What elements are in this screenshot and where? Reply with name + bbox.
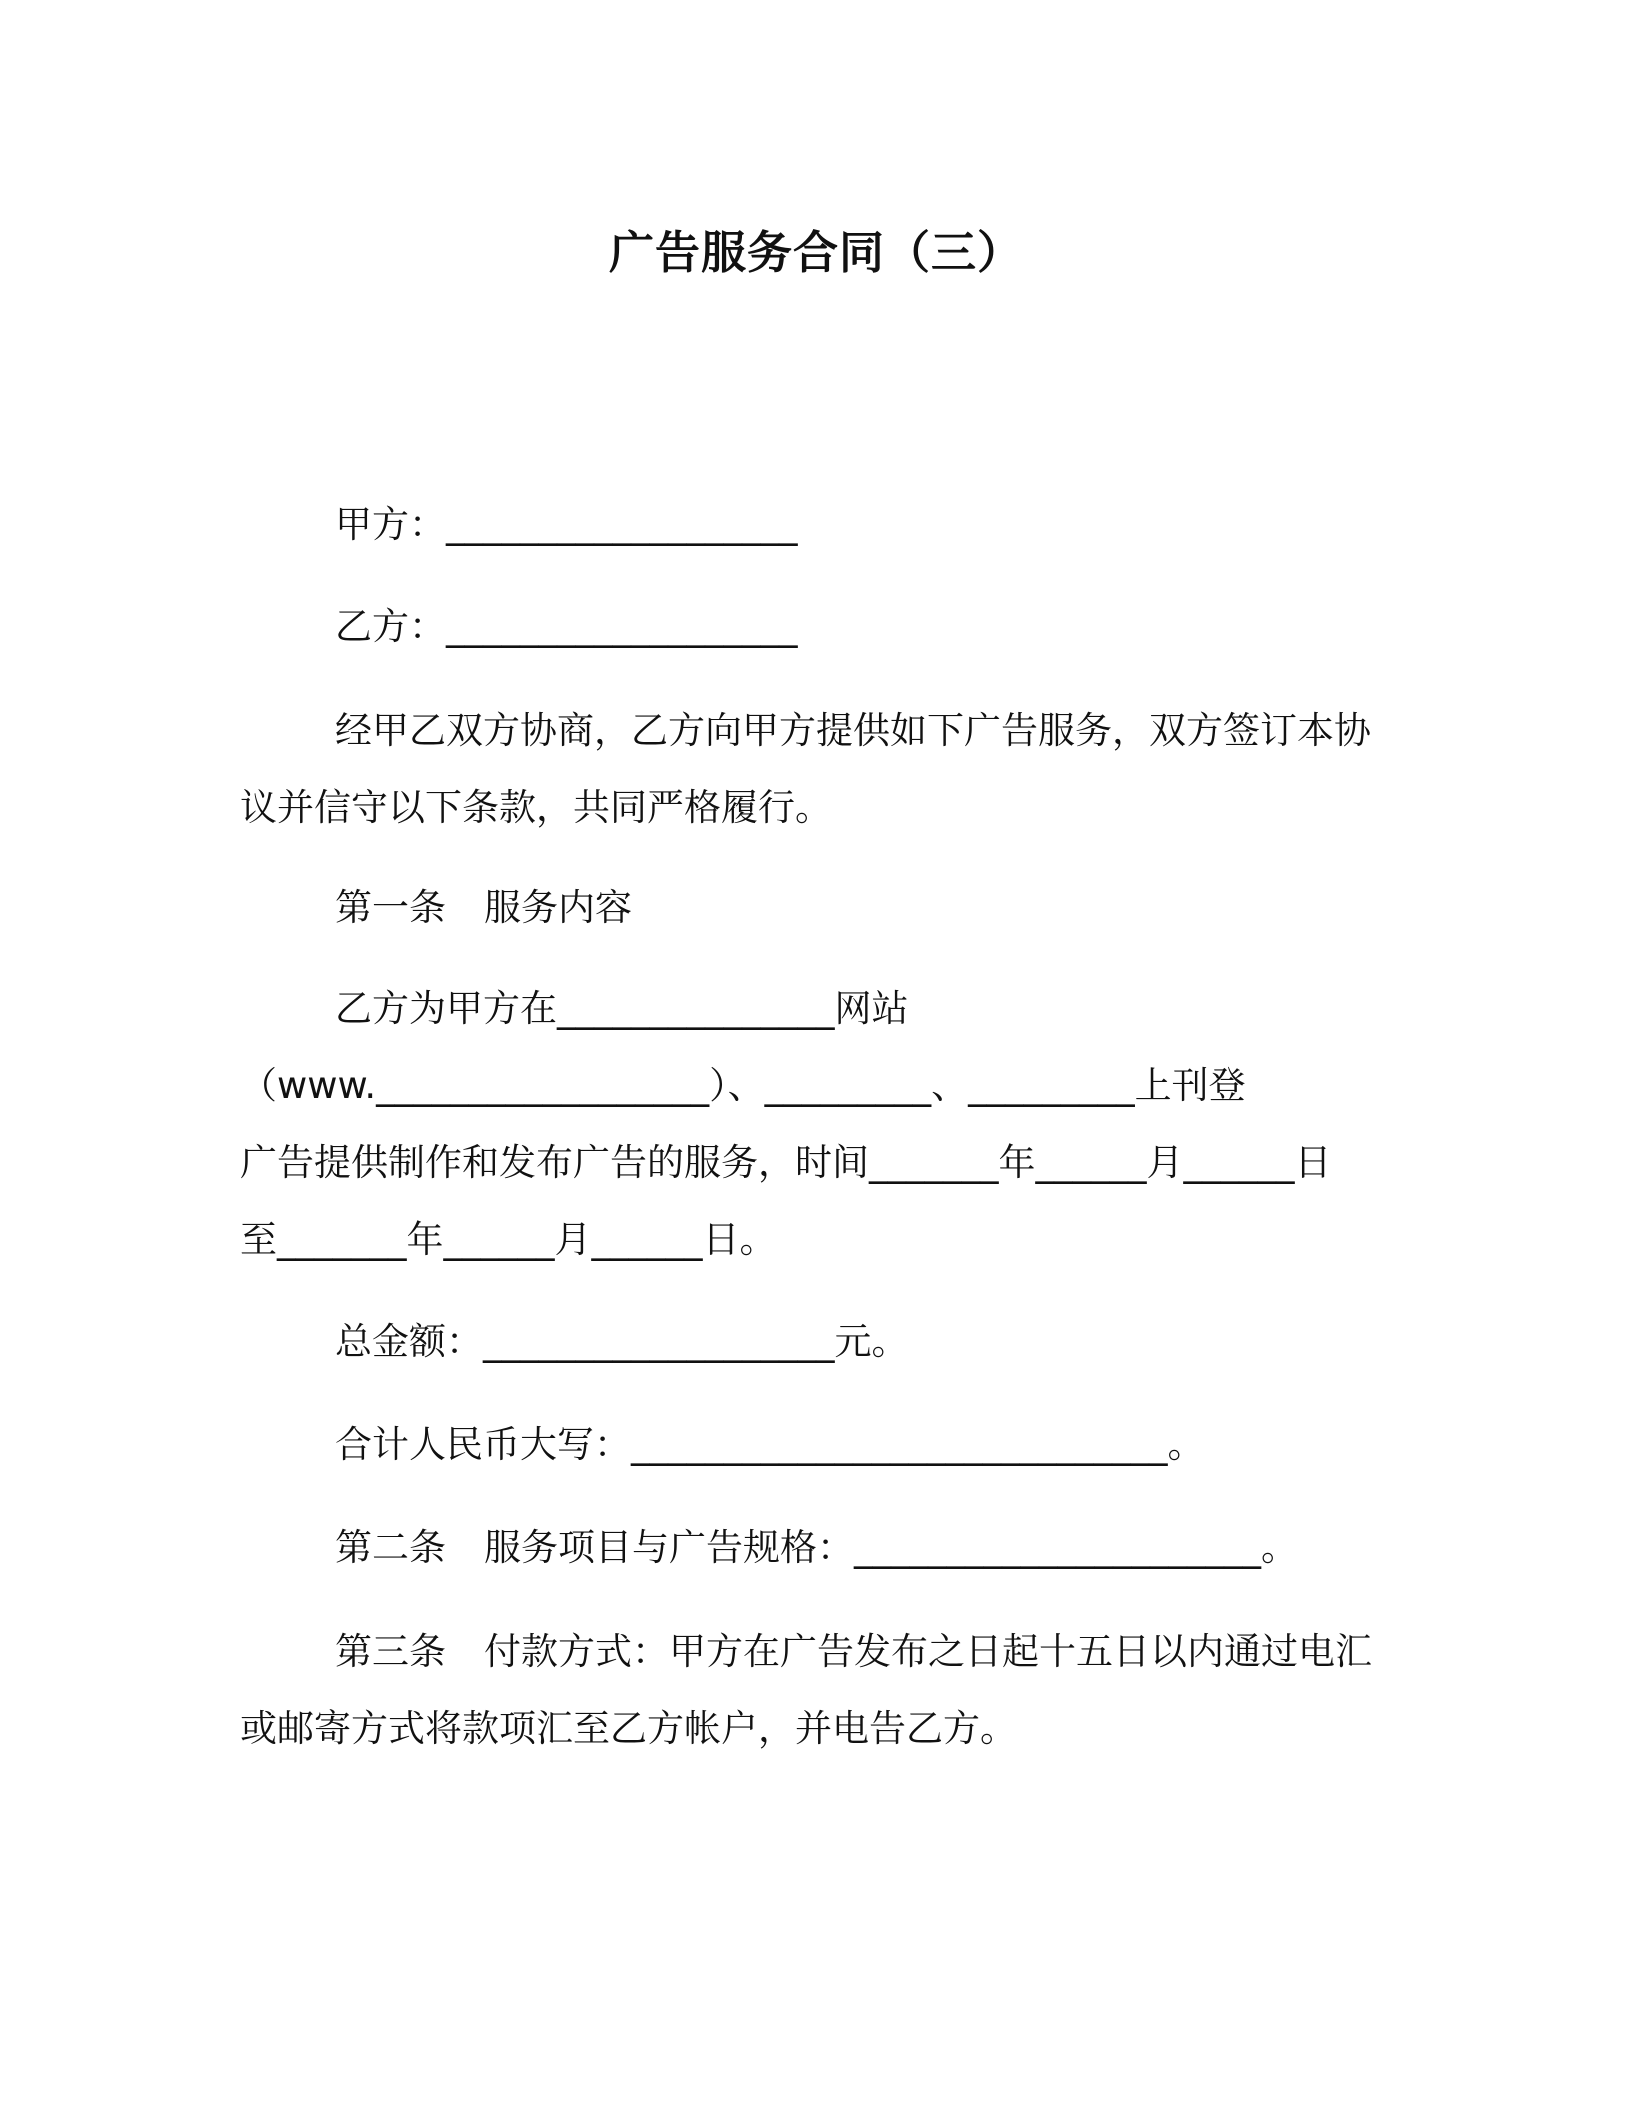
party-a-line: 甲方：___________________ bbox=[335, 503, 798, 546]
article-3-number: 第三条 bbox=[335, 1630, 446, 1673]
article-2-text: 服务项目与广告规格：______________________。 bbox=[484, 1526, 1298, 1569]
article-2-number: 第二条 bbox=[335, 1526, 446, 1569]
article-2-line bbox=[240, 1509, 1487, 1586]
article-1-line-1: 乙方为甲方在_______________网站 bbox=[335, 987, 909, 1030]
party-b-line: 乙方：___________________ bbox=[335, 605, 798, 648]
article-3-text: 付款方式：甲方在广告发布之日起十五日以内通过电汇 bbox=[484, 1630, 1372, 1673]
intro-line-1: 经甲乙双方协商，乙方向甲方提供如下广告服务，双方签订本协 bbox=[335, 709, 1371, 752]
total-capital-line: 合计人民币大写：_____________________________。 bbox=[335, 1423, 1205, 1466]
article-1-heading bbox=[240, 869, 1487, 946]
intro-line-2: 议并信守以下条款，共同严格履行。 bbox=[240, 786, 832, 829]
document-title: 广告服务合同（三） bbox=[608, 226, 1023, 279]
article-1-number: 第一条 bbox=[335, 886, 446, 929]
article-1-line-2: （www.__________________）、_________、_________上刊登 bbox=[240, 1064, 1246, 1107]
article-1-line-3: 广告提供制作和发布广告的服务，时间_______年______月______日 bbox=[240, 1141, 1332, 1184]
total-amount-line: 总金额：___________________元。 bbox=[335, 1320, 909, 1363]
article-3-line-1 bbox=[240, 1613, 1487, 1690]
article-3-line-2: 或邮寄方式将款项汇至乙方帐户，并电告乙方。 bbox=[240, 1707, 1017, 1750]
article-1-title: 服务内容 bbox=[484, 886, 632, 929]
article-1-line-4: 至_______年______月______日。 bbox=[240, 1218, 777, 1261]
